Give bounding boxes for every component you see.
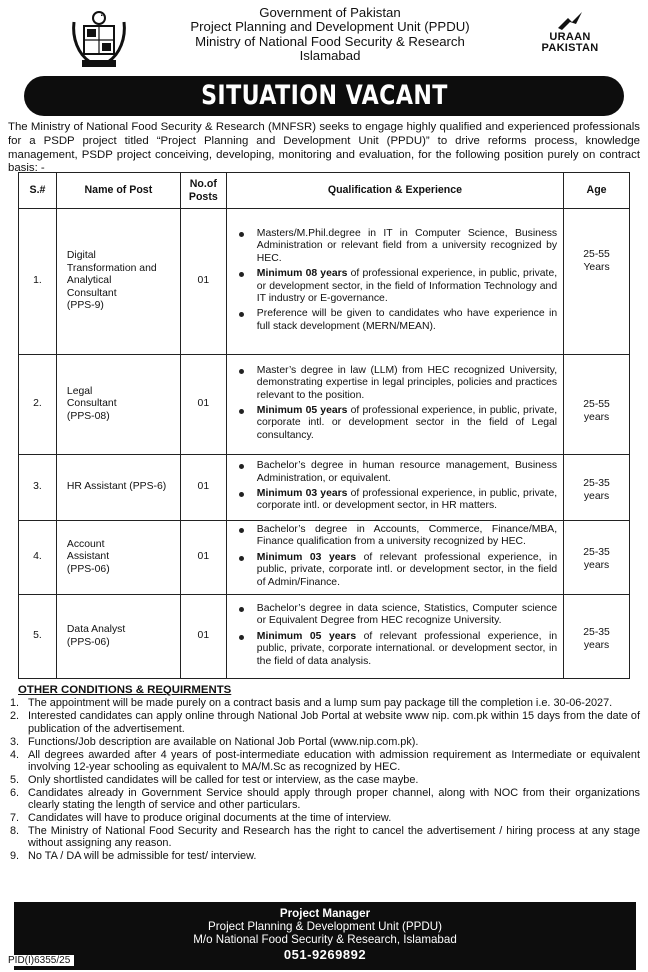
qualification-item: Bachelor’s degree in Accounts, Commerce, Finance/MBA, Finance qualification from a university recognized by HEC. — [235, 524, 557, 549]
government-emblem-icon — [70, 8, 128, 70]
row-qualification — [226, 355, 563, 455]
age-range: 25-55 — [583, 249, 610, 261]
col-header-posts: No.of Posts — [180, 173, 226, 209]
condition-item: 7. Candidates will have to produce original documents at the time of interview. — [10, 812, 392, 825]
post-name: Account Assistant — [66, 538, 110, 563]
uraan-logo-text: URAAN PAKISTAN — [541, 31, 599, 54]
header-line: Government of Pakistan — [259, 5, 401, 20]
header-line: Ministry of National Food Security & Research — [195, 33, 465, 49]
footer-line: Project Planning & Development Unit (PPDU) — [208, 920, 442, 934]
row-sn: 2. — [19, 355, 57, 455]
qualification-item: Bachelor’s degree in data science, Statistics, Computer science or Equivalent Degree from HEC recognize University. — [235, 603, 557, 628]
post-name: Data Analyst — [66, 624, 126, 636]
qualification-item: Minimum 03 years of relevant professional experience, in public, private, corporate intl. or development sector, in the field of Admin/Finance. — [235, 552, 557, 589]
age-unit: years — [583, 559, 610, 571]
row-sn: 3. — [19, 455, 57, 521]
post-grade: (PPS-06) — [66, 636, 110, 648]
footer-title: Project Manager — [279, 907, 371, 920]
age-unit: years — [583, 411, 610, 423]
qualification-item: Masters/M.Phil.degree in IT in Computer Science, Business Administration or relevant field from a university recognized by HEC. — [235, 228, 557, 265]
qualification-item: Master’s degree in law (LLM) from HEC recognized University, demonstrating expertise in legal principles, policies and practices relevant to the position. — [235, 365, 557, 402]
row-qualification — [226, 595, 563, 679]
table-header-row — [19, 173, 630, 209]
pid-number: PID(I)6355/25 — [4, 955, 74, 966]
condition-item: 5. Only shortlisted candidates will be called for test or interview, as the case maybe. — [10, 773, 419, 786]
post-grade: (PPS-08) — [66, 410, 110, 422]
age-unit: Years — [583, 261, 610, 273]
header-text — [150, 6, 510, 64]
row-posts: 01 — [180, 595, 226, 679]
row-posts: 01 — [180, 209, 226, 355]
qualification-item: Preference will be given to candidates who have experience in full stack development (MERN/MEAN). — [235, 308, 557, 333]
row-posts: 01 — [180, 355, 226, 455]
qualification-item: Minimum 08 years of professional experience, in public, private, or development sector, in the field of Information Technology and IT industry or E-governance. — [235, 268, 557, 305]
col-header-qualification: Qualification & Experience — [226, 173, 563, 209]
row-sn: 5. — [19, 595, 57, 679]
col-header-name: Name of Post — [56, 173, 180, 209]
condition-item: 2. Interested candidates can apply online through National Job Portal at website www nip. com.pk within 15 days from the date of publication of the advertisement. — [10, 710, 640, 735]
footer-contact-box — [14, 902, 636, 970]
age-range: 25-35 — [583, 478, 610, 490]
conditions-list — [10, 697, 640, 862]
situation-vacant-banner — [24, 76, 624, 116]
table-row — [19, 455, 630, 521]
post-name: Digital Transformation and Analytical Consultant — [66, 250, 157, 299]
age-range: 25-35 — [583, 627, 610, 639]
row-post-name — [56, 209, 180, 355]
row-age — [564, 209, 630, 355]
qualification-item: Minimum 03 years of professional experience, in public, private, corporate intl. or development sector, in HR matters. — [235, 488, 557, 513]
row-qualification — [226, 455, 563, 521]
col-header-age: Age — [564, 173, 630, 209]
age-unit: years — [583, 490, 610, 502]
posts-table — [18, 172, 630, 679]
row-age — [564, 455, 630, 521]
row-sn: 1. — [19, 209, 57, 355]
condition-item: 1. The appointment will be made purely on a contract basis and a lump sum pay package till the completion i.e. 30-06-2027. — [10, 697, 613, 710]
header-line: Islamabad — [299, 48, 361, 64]
row-post-name — [56, 521, 180, 595]
condition-item: 4. All degrees awarded after 4 years of post-intermediate education with admission requirement as Intermediate or equivalent involving 12-year schooling as equivalent to MA/M.Sc as recognized by HEC. — [10, 748, 640, 773]
row-posts: 01 — [180, 455, 226, 521]
conditions-section — [10, 684, 640, 863]
intro-paragraph: The Ministry of National Food Security & Research (MNFSR) seeks to engage highly qualified and experienced professionals for a PSDP project titled “Project Planning and Development Unit (PPDU)” to drive reforms process, knowledge management, PSDP project conceiving, developing, monitoring and evaluation, for the following position purely on contract basis: - — [8, 121, 640, 175]
table-row — [19, 595, 630, 679]
row-post-name — [56, 455, 180, 521]
qualification-item: Minimum 05 years of relevant professional experience, in public, private, corporate international. or development sector, in the field of data analysis. — [235, 631, 557, 668]
uraan-pakistan-logo — [520, 10, 620, 70]
table-row — [19, 209, 630, 355]
row-sn: 4. — [19, 521, 57, 595]
post-name: Legal Consultant — [66, 385, 117, 410]
condition-item: 3. Functions/Job description are available on National Job Portal (www.nip.com.pk). — [10, 735, 419, 748]
condition-item: 8. The Ministry of National Food Security and Research has the right to cancel the advertisement / hiring process at any stage without assigning any reason. — [10, 824, 640, 850]
table-row — [19, 355, 630, 455]
post-grade: (PPS-06) — [66, 563, 110, 575]
row-age — [564, 521, 630, 595]
condition-item: 9. No TA / DA will be admissible for test/ interview. — [10, 850, 257, 863]
row-age — [564, 355, 630, 455]
row-age — [564, 595, 630, 679]
post-name: HR Assistant (PPS-6) — [66, 481, 167, 493]
age-range: 25-35 — [583, 547, 610, 559]
header — [0, 0, 648, 78]
row-post-name — [56, 355, 180, 455]
condition-item: 6. Candidates already in Government Service should apply through proper channel, along with NOC from their organizations clearly stating the length of service and other particulars. — [10, 786, 640, 812]
header-line: Project Planning and Development Unit (PPDU) — [190, 19, 470, 35]
row-qualification — [226, 521, 563, 595]
footer-phone: 051-9269892 — [283, 946, 367, 962]
age-unit: years — [583, 639, 610, 651]
qualification-item: Minimum 05 years of professional experience, in public, private, corporate intl. or development sector in the field of Legal consultancy. — [235, 405, 557, 442]
conditions-title: OTHER CONDITIONS & REQUIRMENTS — [18, 684, 232, 696]
qualification-item: Bachelor’s degree in human resource management, Business Administration, or equivalent. — [235, 460, 557, 485]
banner-text: SITUATION VACANT — [200, 80, 448, 111]
col-header-sn: S.# — [19, 173, 57, 209]
post-grade: (PPS-9) — [66, 300, 104, 312]
footer-line: M/o National Food Security & Research, Islamabad — [193, 933, 457, 947]
row-posts: 01 — [180, 521, 226, 595]
row-post-name — [56, 595, 180, 679]
table-row — [19, 521, 630, 595]
row-qualification — [226, 209, 563, 355]
age-range: 25-55 — [583, 399, 610, 411]
bird-icon — [556, 10, 584, 32]
